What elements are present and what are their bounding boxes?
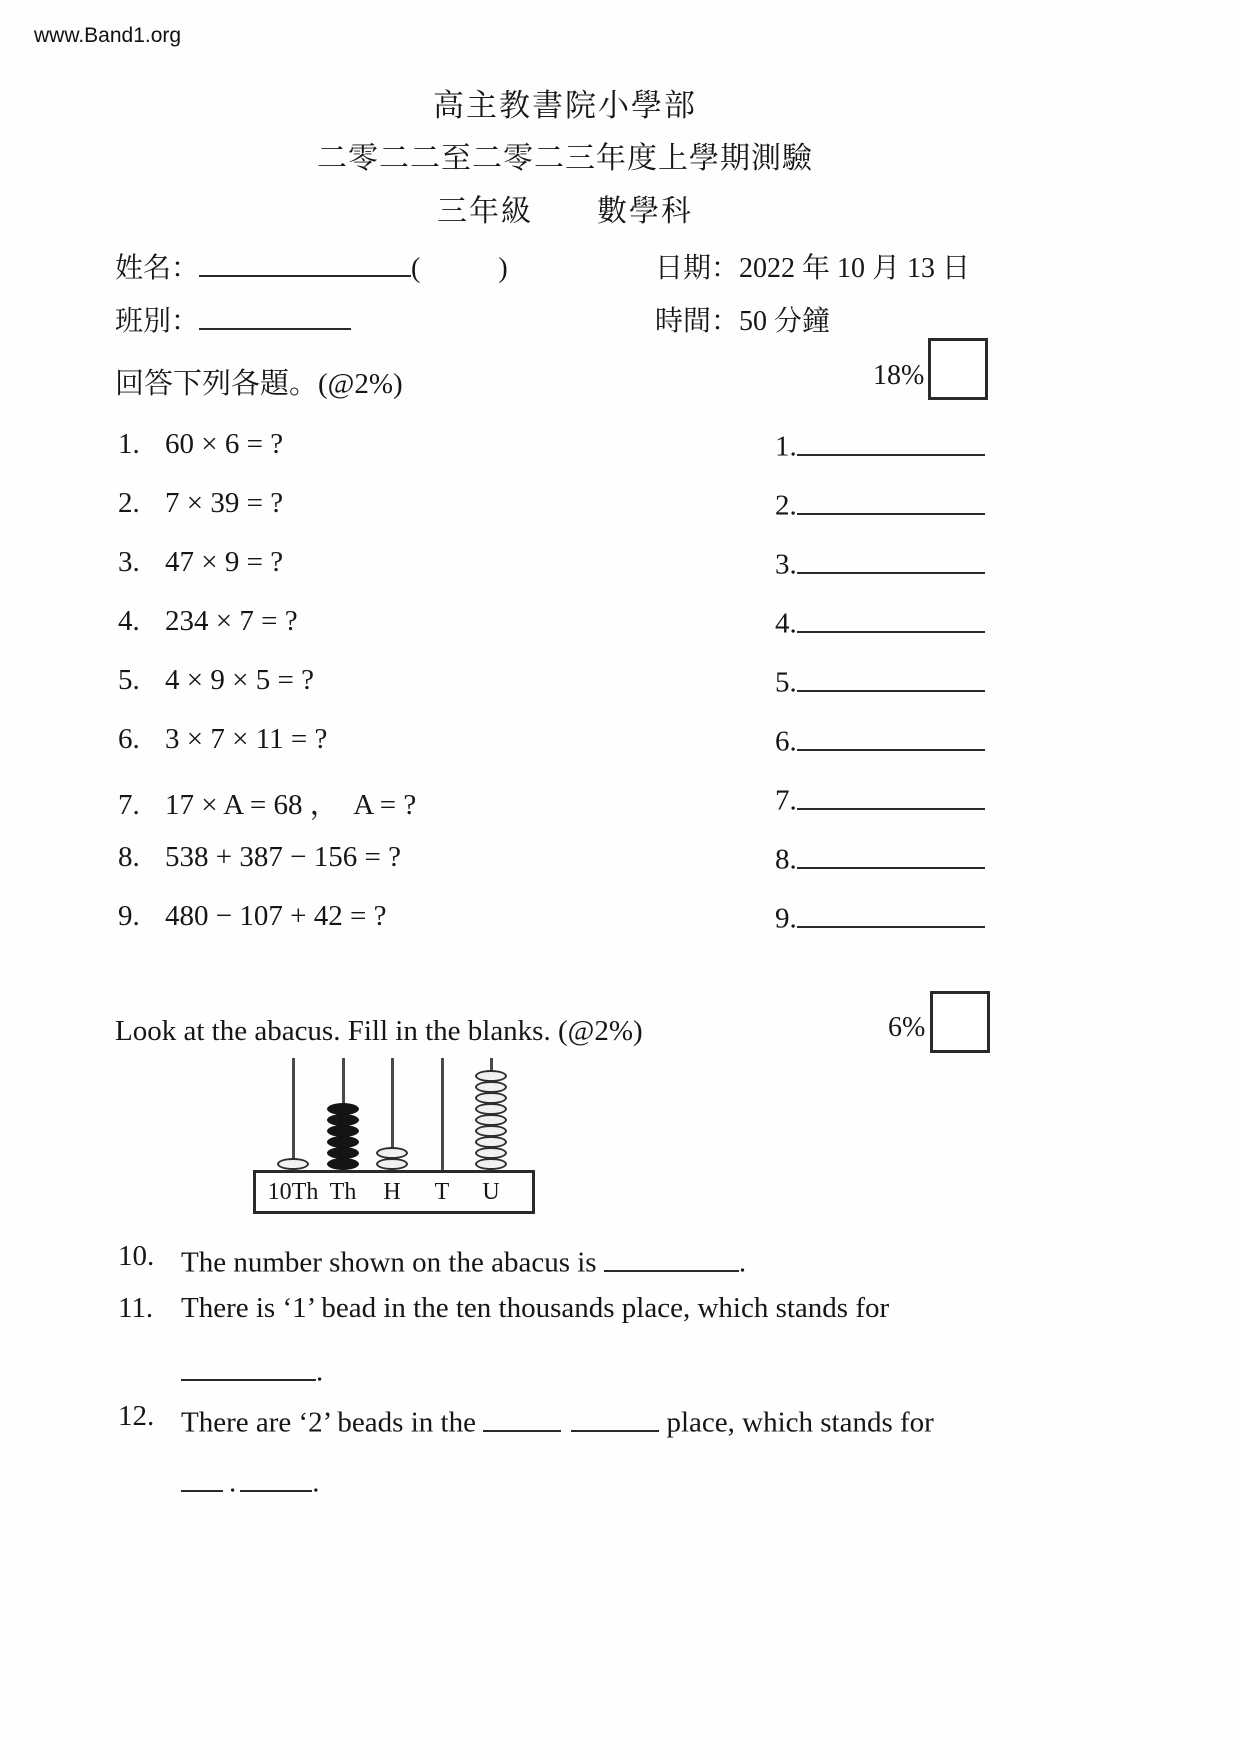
question-row bbox=[118, 428, 1118, 487]
grade-subject: 三年級 數學科 bbox=[437, 195, 693, 228]
abacus-bead bbox=[475, 1136, 507, 1148]
abacus-bead bbox=[327, 1158, 359, 1170]
answer-blank bbox=[797, 424, 985, 456]
answer-number: 1. bbox=[775, 430, 797, 463]
abacus-bead bbox=[475, 1125, 507, 1137]
answer-slot bbox=[775, 660, 985, 700]
question-11-blank bbox=[181, 1349, 316, 1381]
answer-blank bbox=[797, 660, 985, 692]
question-expression: 7 × 39 = ? bbox=[165, 487, 284, 519]
question-number: 4. bbox=[118, 605, 140, 637]
question-row bbox=[118, 605, 1118, 664]
answer-blank bbox=[797, 837, 985, 869]
question-12-place-blank-2 bbox=[571, 1400, 659, 1432]
question-expression: 60 × 6 = ? bbox=[165, 428, 284, 460]
school-name: 高主教書院小學部 bbox=[433, 88, 697, 123]
question-row bbox=[118, 723, 1118, 782]
answer-blank bbox=[797, 542, 985, 574]
answer-number: 5. bbox=[775, 666, 797, 699]
abacus-bead bbox=[277, 1158, 309, 1170]
question-12-answer-line: . . bbox=[181, 1460, 320, 1500]
section1-instruction: 回答下列各題。(@2%) bbox=[115, 368, 403, 400]
question-11 bbox=[118, 1292, 889, 1325]
exam-term: 二零二二至二零二三年度上學期測驗 bbox=[317, 142, 813, 175]
answer-number: 7. bbox=[775, 784, 797, 817]
section2-score-box bbox=[930, 991, 990, 1053]
question-expression: 17 × A = 68 ， A = ? bbox=[165, 789, 417, 821]
class-row bbox=[115, 299, 351, 339]
answer-slot bbox=[775, 424, 985, 464]
abacus-column-label: T bbox=[434, 1179, 450, 1205]
paren-open: ( bbox=[411, 253, 421, 284]
abacus-bead bbox=[327, 1125, 359, 1137]
question-12-text: There are ‘2’ beads in the place, which stands for bbox=[181, 1400, 934, 1440]
abacus-bead bbox=[475, 1070, 507, 1082]
date-row: 日期：2022 年 10 月 13 日 bbox=[655, 253, 971, 284]
paren-close: ) bbox=[498, 253, 508, 284]
question-number: 3. bbox=[118, 546, 140, 578]
answer-slot bbox=[775, 601, 985, 641]
name-blank bbox=[199, 246, 411, 277]
answer-blank bbox=[797, 778, 985, 810]
abacus-figure bbox=[253, 1058, 535, 1214]
class-label: 班別： bbox=[115, 306, 200, 337]
class-blank bbox=[199, 299, 351, 330]
question-row bbox=[118, 841, 1118, 900]
abacus-bead bbox=[475, 1092, 507, 1104]
answer-slot bbox=[775, 778, 985, 818]
name-row bbox=[115, 246, 508, 286]
question-row bbox=[118, 487, 1118, 546]
answer-number: 2. bbox=[775, 489, 797, 522]
question-number: 6. bbox=[118, 723, 140, 755]
answer-slot bbox=[775, 542, 985, 582]
abacus-bead bbox=[475, 1103, 507, 1115]
abacus-bead bbox=[475, 1147, 507, 1159]
section1-score-box bbox=[928, 338, 988, 400]
answer-slot bbox=[775, 837, 985, 877]
question-row bbox=[118, 546, 1118, 605]
question-expression: 538 + 387 − 156 = ? bbox=[165, 841, 401, 873]
abacus-rod bbox=[441, 1058, 444, 1170]
question-expression: 47 × 9 = ? bbox=[165, 546, 284, 578]
abacus-column-label: U bbox=[482, 1179, 500, 1205]
question-expression: 4 × 9 × 5 = ? bbox=[165, 664, 314, 696]
question-12 bbox=[118, 1400, 934, 1440]
abacus-rod bbox=[292, 1058, 295, 1170]
question-row bbox=[118, 782, 1118, 841]
abacus-bead bbox=[327, 1114, 359, 1126]
question-expression: 3 × 7 × 11 = ? bbox=[165, 723, 328, 755]
questions-list bbox=[118, 428, 1118, 959]
question-expression: 234 × 7 = ? bbox=[165, 605, 298, 637]
question-row bbox=[118, 900, 1118, 959]
question-12-blank-b bbox=[240, 1460, 312, 1492]
answer-number: 9. bbox=[775, 902, 797, 935]
abacus-bead bbox=[327, 1136, 359, 1148]
answer-slot bbox=[775, 896, 985, 936]
question-11-answer-line: . bbox=[181, 1349, 323, 1389]
question-10-number: 10. bbox=[118, 1240, 155, 1272]
site-watermark: www.Band1.org bbox=[34, 24, 182, 47]
question-row bbox=[118, 664, 1118, 723]
question-11-number: 11. bbox=[118, 1292, 154, 1324]
answer-blank bbox=[797, 483, 985, 515]
abacus-bead bbox=[376, 1158, 408, 1170]
section2-percent: 6% bbox=[888, 1012, 926, 1043]
question-number: 2. bbox=[118, 487, 140, 519]
answer-slot bbox=[775, 719, 985, 759]
question-10-text: The number shown on the abacus is . bbox=[181, 1240, 746, 1280]
question-expression: 480 − 107 + 42 = ? bbox=[165, 900, 387, 932]
question-number: 5. bbox=[118, 664, 140, 696]
question-number: 1. bbox=[118, 428, 140, 460]
section1-percent: 18% bbox=[873, 360, 925, 391]
answer-blank bbox=[797, 896, 985, 928]
answer-slot bbox=[775, 483, 985, 523]
abacus-bead bbox=[327, 1103, 359, 1115]
answer-number: 3. bbox=[775, 548, 797, 581]
question-number: 7. bbox=[118, 789, 140, 821]
abacus-bead bbox=[376, 1147, 408, 1159]
question-number: 8. bbox=[118, 841, 140, 873]
question-10-blank bbox=[604, 1240, 739, 1272]
abacus-column-label: Th bbox=[329, 1179, 357, 1205]
question-12-blank-a bbox=[181, 1460, 223, 1492]
question-number: 9. bbox=[118, 900, 140, 932]
abacus-bead bbox=[475, 1114, 507, 1126]
question-11-text: There is ‘1’ bead in the ten thousands place, which stands for bbox=[181, 1292, 890, 1324]
abacus-bead bbox=[475, 1158, 507, 1170]
question-12-number: 12. bbox=[118, 1400, 155, 1432]
abacus-column-label: H bbox=[383, 1179, 401, 1205]
section2-instruction: Look at the abacus. Fill in the blanks. (@2%) bbox=[115, 1015, 643, 1047]
abacus-column-label: 10Th bbox=[267, 1179, 319, 1205]
question-12-place-blank-1 bbox=[483, 1400, 561, 1432]
abacus-bead bbox=[475, 1081, 507, 1093]
question-10 bbox=[118, 1240, 746, 1280]
answer-blank bbox=[797, 719, 985, 751]
name-label: 姓名： bbox=[115, 253, 200, 284]
answer-number: 4. bbox=[775, 607, 797, 640]
time-row: 時間：50 分鐘 bbox=[655, 306, 831, 337]
answer-blank bbox=[797, 601, 985, 633]
answer-number: 8. bbox=[775, 843, 797, 876]
abacus-bead bbox=[327, 1147, 359, 1159]
answer-number: 6. bbox=[775, 725, 797, 758]
